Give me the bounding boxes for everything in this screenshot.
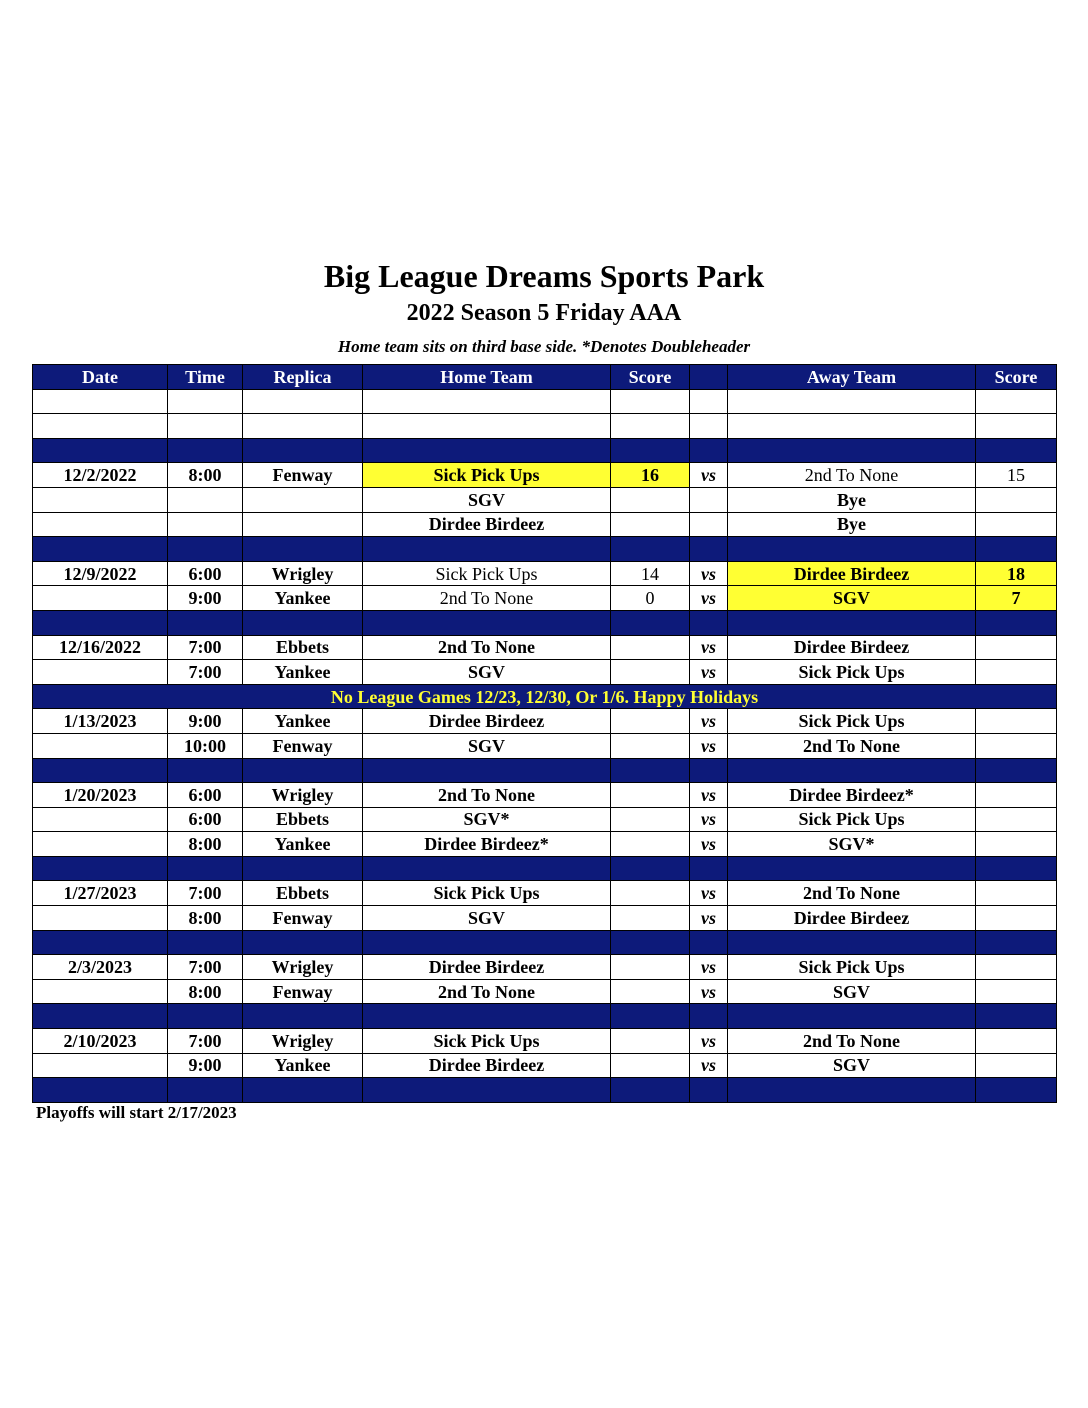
vs-cell: vs [690,906,728,931]
away-score-cell [976,832,1057,857]
away-score-cell [976,414,1057,439]
replica-cell [243,512,363,537]
vs-cell: vs [690,635,728,660]
home-team-cell: Dirdee Birdeez [363,1053,611,1078]
date-cell [33,512,168,537]
home-score-cell [611,783,690,808]
game-row [33,586,1057,611]
date-cell: 1/13/2023 [33,709,168,734]
away-score-cell [976,537,1057,562]
vs-cell: vs [690,881,728,906]
home-score-cell [611,955,690,980]
home-team-cell: 2nd To None [363,635,611,660]
home-team-cell: Sick Pick Ups [363,881,611,906]
away-score-cell [976,487,1057,512]
playoffs-note: Playoffs will start 2/17/2023 [36,1103,237,1122]
home-team-cell [363,438,611,463]
schedule-body [33,389,1057,1102]
away-score-cell [976,709,1057,734]
away-score-cell [976,1078,1057,1103]
date-cell [33,537,168,562]
date-cell [33,487,168,512]
vs-cell [690,610,728,635]
col-header-date: Date [33,365,168,390]
col-header-home-score: Score [611,365,690,390]
time-cell [168,1004,243,1029]
time-cell: 7:00 [168,955,243,980]
time-cell [168,537,243,562]
game-row [33,463,1057,488]
page-subtitle: 2022 Season 5 Friday AAA [406,300,682,326]
replica-cell [243,610,363,635]
away-team-cell: Dirdee Birdeez [728,906,976,931]
date-cell [33,807,168,832]
vs-cell: vs [690,561,728,586]
away-team-cell [728,856,976,881]
date-cell: 1/27/2023 [33,881,168,906]
date-cell [33,832,168,857]
home-score-cell [611,635,690,660]
replica-cell: Fenway [243,906,363,931]
date-cell [33,414,168,439]
home-score-cell [611,1078,690,1103]
date-cell [33,389,168,414]
date-cell [33,438,168,463]
vs-cell [690,389,728,414]
game-row [33,807,1057,832]
separator-row [33,1004,1057,1029]
away-team-cell: Dirdee Birdeez [728,635,976,660]
home-team-cell: Sick Pick Ups [363,1029,611,1054]
time-cell [168,512,243,537]
home-score-cell [611,660,690,685]
replica-cell: Fenway [243,463,363,488]
away-team-cell: Dirdee Birdeez [728,561,976,586]
away-score-cell [976,1029,1057,1054]
home-score-cell: 16 [611,463,690,488]
replica-cell [243,487,363,512]
away-score-cell [976,881,1057,906]
date-cell: 12/9/2022 [33,561,168,586]
away-score-cell [976,389,1057,414]
replica-cell [243,856,363,881]
vs-cell [690,512,728,537]
holiday-banner-row [33,684,1057,709]
away-team-cell [728,610,976,635]
replica-cell: Yankee [243,586,363,611]
home-score-cell [611,709,690,734]
home-team-cell: 2nd To None [363,586,611,611]
time-cell [168,414,243,439]
separator-row [33,930,1057,955]
vs-cell: vs [690,979,728,1004]
game-row [33,733,1057,758]
home-score-cell [611,856,690,881]
home-score-cell [611,979,690,1004]
away-team-cell: 2nd To None [728,733,976,758]
time-cell: 7:00 [168,635,243,660]
game-row [33,1029,1057,1054]
home-team-cell [363,610,611,635]
replica-cell: Wrigley [243,1029,363,1054]
date-cell: 2/10/2023 [33,1029,168,1054]
away-team-cell [728,389,976,414]
separator-row [33,856,1057,881]
replica-cell [243,389,363,414]
replica-cell [243,1078,363,1103]
away-score-cell [976,1004,1057,1029]
vs-cell [690,856,728,881]
time-cell: 8:00 [168,906,243,931]
away-score-cell [976,438,1057,463]
time-cell: 7:00 [168,660,243,685]
replica-cell [243,758,363,783]
home-score-cell [611,733,690,758]
home-team-cell: Dirdee Birdeez* [363,832,611,857]
date-cell: 2/3/2023 [33,955,168,980]
home-team-cell [363,389,611,414]
blank-row [33,414,1057,439]
date-cell [33,856,168,881]
vs-cell: vs [690,709,728,734]
time-cell [168,389,243,414]
vs-cell: vs [690,586,728,611]
home-score-cell [611,807,690,832]
away-team-cell [728,758,976,783]
blank-row [33,389,1057,414]
separator-row [33,758,1057,783]
home-team-cell: SGV [363,906,611,931]
time-cell [168,758,243,783]
away-score-cell [976,758,1057,783]
separator-row [33,438,1057,463]
time-cell [168,856,243,881]
away-team-cell [728,438,976,463]
away-team-cell: SGV [728,1053,976,1078]
replica-cell: Yankee [243,832,363,857]
game-row [33,660,1057,685]
home-score-cell: 0 [611,586,690,611]
holiday-banner: No League Games 12/23, 12/30, Or 1/6. Happy Holidays [33,684,1057,709]
separator-row [33,1078,1057,1103]
time-cell [168,610,243,635]
away-score-cell [976,906,1057,931]
replica-cell: Wrigley [243,561,363,586]
home-score-cell [611,389,690,414]
vs-cell: vs [690,463,728,488]
vs-cell: vs [690,832,728,857]
game-row [33,561,1057,586]
time-cell: 9:00 [168,586,243,611]
home-score-cell [611,610,690,635]
home-score-cell: 14 [611,561,690,586]
replica-cell [243,414,363,439]
home-team-cell [363,1004,611,1029]
col-header-away-score: Score [976,365,1057,390]
replica-cell: Fenway [243,733,363,758]
page-title: Big League Dreams Sports Park [323,258,765,294]
away-team-cell: Dirdee Birdeez* [728,783,976,808]
game-row [33,979,1057,1004]
away-score-cell [976,955,1057,980]
replica-cell: Wrigley [243,955,363,980]
vs-cell [690,487,728,512]
away-score-cell [976,979,1057,1004]
home-score-cell [611,487,690,512]
col-header-away-team: Away Team [728,365,976,390]
game-row [33,487,1057,512]
date-cell: 12/16/2022 [33,635,168,660]
date-cell [33,1078,168,1103]
vs-cell [690,1078,728,1103]
time-cell: 6:00 [168,561,243,586]
schedule-note: Home team sits on third base side. *Denotes Doubleheader [337,337,751,356]
replica-cell: Fenway [243,979,363,1004]
game-row [33,512,1057,537]
vs-cell [690,537,728,562]
home-score-cell [611,832,690,857]
home-team-cell: Sick Pick Ups [363,561,611,586]
time-cell: 6:00 [168,807,243,832]
home-score-cell [611,1053,690,1078]
col-header-time: Time [168,365,243,390]
away-score-cell [976,635,1057,660]
home-score-cell [611,438,690,463]
home-score-cell [611,1004,690,1029]
home-team-cell [363,930,611,955]
time-cell: 8:00 [168,832,243,857]
date-cell [33,906,168,931]
vs-cell [690,758,728,783]
header-row [33,365,1057,390]
time-cell: 9:00 [168,709,243,734]
vs-cell: vs [690,660,728,685]
vs-cell [690,930,728,955]
vs-cell [690,1004,728,1029]
replica-cell: Yankee [243,660,363,685]
home-team-cell: 2nd To None [363,783,611,808]
away-score-cell [976,733,1057,758]
replica-cell [243,438,363,463]
game-row [33,635,1057,660]
away-score-cell [976,930,1057,955]
vs-cell: vs [690,955,728,980]
home-team-cell: SGV [363,487,611,512]
away-score-cell [976,512,1057,537]
away-team-cell [728,930,976,955]
game-row [33,955,1057,980]
game-row [33,832,1057,857]
time-cell: 9:00 [168,1053,243,1078]
home-team-cell: Sick Pick Ups [363,463,611,488]
time-cell [168,930,243,955]
home-score-cell [611,414,690,439]
date-cell: 1/20/2023 [33,783,168,808]
date-cell [33,930,168,955]
time-cell: 7:00 [168,881,243,906]
vs-cell: vs [690,783,728,808]
away-team-cell [728,537,976,562]
away-score-cell: 7 [976,586,1057,611]
time-cell: 8:00 [168,979,243,1004]
replica-cell: Ebbets [243,807,363,832]
home-team-cell: SGV* [363,807,611,832]
game-row [33,783,1057,808]
away-team-cell: 2nd To None [728,1029,976,1054]
vs-cell: vs [690,1053,728,1078]
vs-cell: vs [690,1029,728,1054]
away-team-cell: Sick Pick Ups [728,660,976,685]
date-cell: 12/2/2022 [33,463,168,488]
time-cell [168,487,243,512]
away-team-cell [728,414,976,439]
time-cell: 8:00 [168,463,243,488]
replica-cell: Ebbets [243,635,363,660]
home-team-cell [363,537,611,562]
date-cell [33,660,168,685]
time-cell: 6:00 [168,783,243,808]
date-cell [33,1053,168,1078]
replica-cell [243,1004,363,1029]
date-cell [33,610,168,635]
time-cell [168,438,243,463]
vs-cell: vs [690,733,728,758]
home-team-cell: SGV [363,733,611,758]
away-team-cell: Bye [728,487,976,512]
replica-cell [243,537,363,562]
away-score-cell [976,783,1057,808]
away-team-cell [728,1004,976,1029]
away-team-cell: Sick Pick Ups [728,955,976,980]
away-score-cell: 15 [976,463,1057,488]
away-team-cell: 2nd To None [728,463,976,488]
away-team-cell: SGV [728,586,976,611]
away-team-cell: Sick Pick Ups [728,807,976,832]
replica-cell: Wrigley [243,783,363,808]
away-team-cell: SGV* [728,832,976,857]
home-team-cell [363,1078,611,1103]
replica-cell [243,930,363,955]
col-header-home-team: Home Team [363,365,611,390]
away-team-cell: Sick Pick Ups [728,709,976,734]
date-cell [33,733,168,758]
time-cell [168,1078,243,1103]
away-team-cell: SGV [728,979,976,1004]
away-score-cell [976,1053,1057,1078]
time-cell: 10:00 [168,733,243,758]
vs-cell [690,414,728,439]
away-team-cell [728,1078,976,1103]
away-score-cell: 18 [976,561,1057,586]
home-score-cell [611,758,690,783]
home-team-cell [363,414,611,439]
home-score-cell [611,1029,690,1054]
time-cell: 7:00 [168,1029,243,1054]
vs-cell [690,438,728,463]
away-team-cell: 2nd To None [728,881,976,906]
date-cell [33,979,168,1004]
replica-cell: Yankee [243,1053,363,1078]
home-team-cell [363,856,611,881]
col-header-replica: Replica [243,365,363,390]
home-team-cell [363,758,611,783]
away-score-cell [976,856,1057,881]
home-score-cell [611,881,690,906]
replica-cell: Yankee [243,709,363,734]
away-score-cell [976,610,1057,635]
home-team-cell: Dirdee Birdeez [363,512,611,537]
date-cell [33,1004,168,1029]
home-team-cell: SGV [363,660,611,685]
home-team-cell: Dirdee Birdeez [363,955,611,980]
home-score-cell [611,906,690,931]
game-row [33,881,1057,906]
replica-cell: Ebbets [243,881,363,906]
home-score-cell [611,930,690,955]
date-cell [33,586,168,611]
away-score-cell [976,807,1057,832]
separator-row [33,537,1057,562]
home-score-cell [611,512,690,537]
home-team-cell: Dirdee Birdeez [363,709,611,734]
col-header-vs [690,365,728,390]
away-team-cell: Bye [728,512,976,537]
home-team-cell: 2nd To None [363,979,611,1004]
separator-row [33,610,1057,635]
home-score-cell [611,537,690,562]
date-cell [33,758,168,783]
game-row [33,709,1057,734]
away-score-cell [976,660,1057,685]
game-row [33,906,1057,931]
schedule-table [32,364,1057,1103]
vs-cell: vs [690,807,728,832]
game-row [33,1053,1057,1078]
